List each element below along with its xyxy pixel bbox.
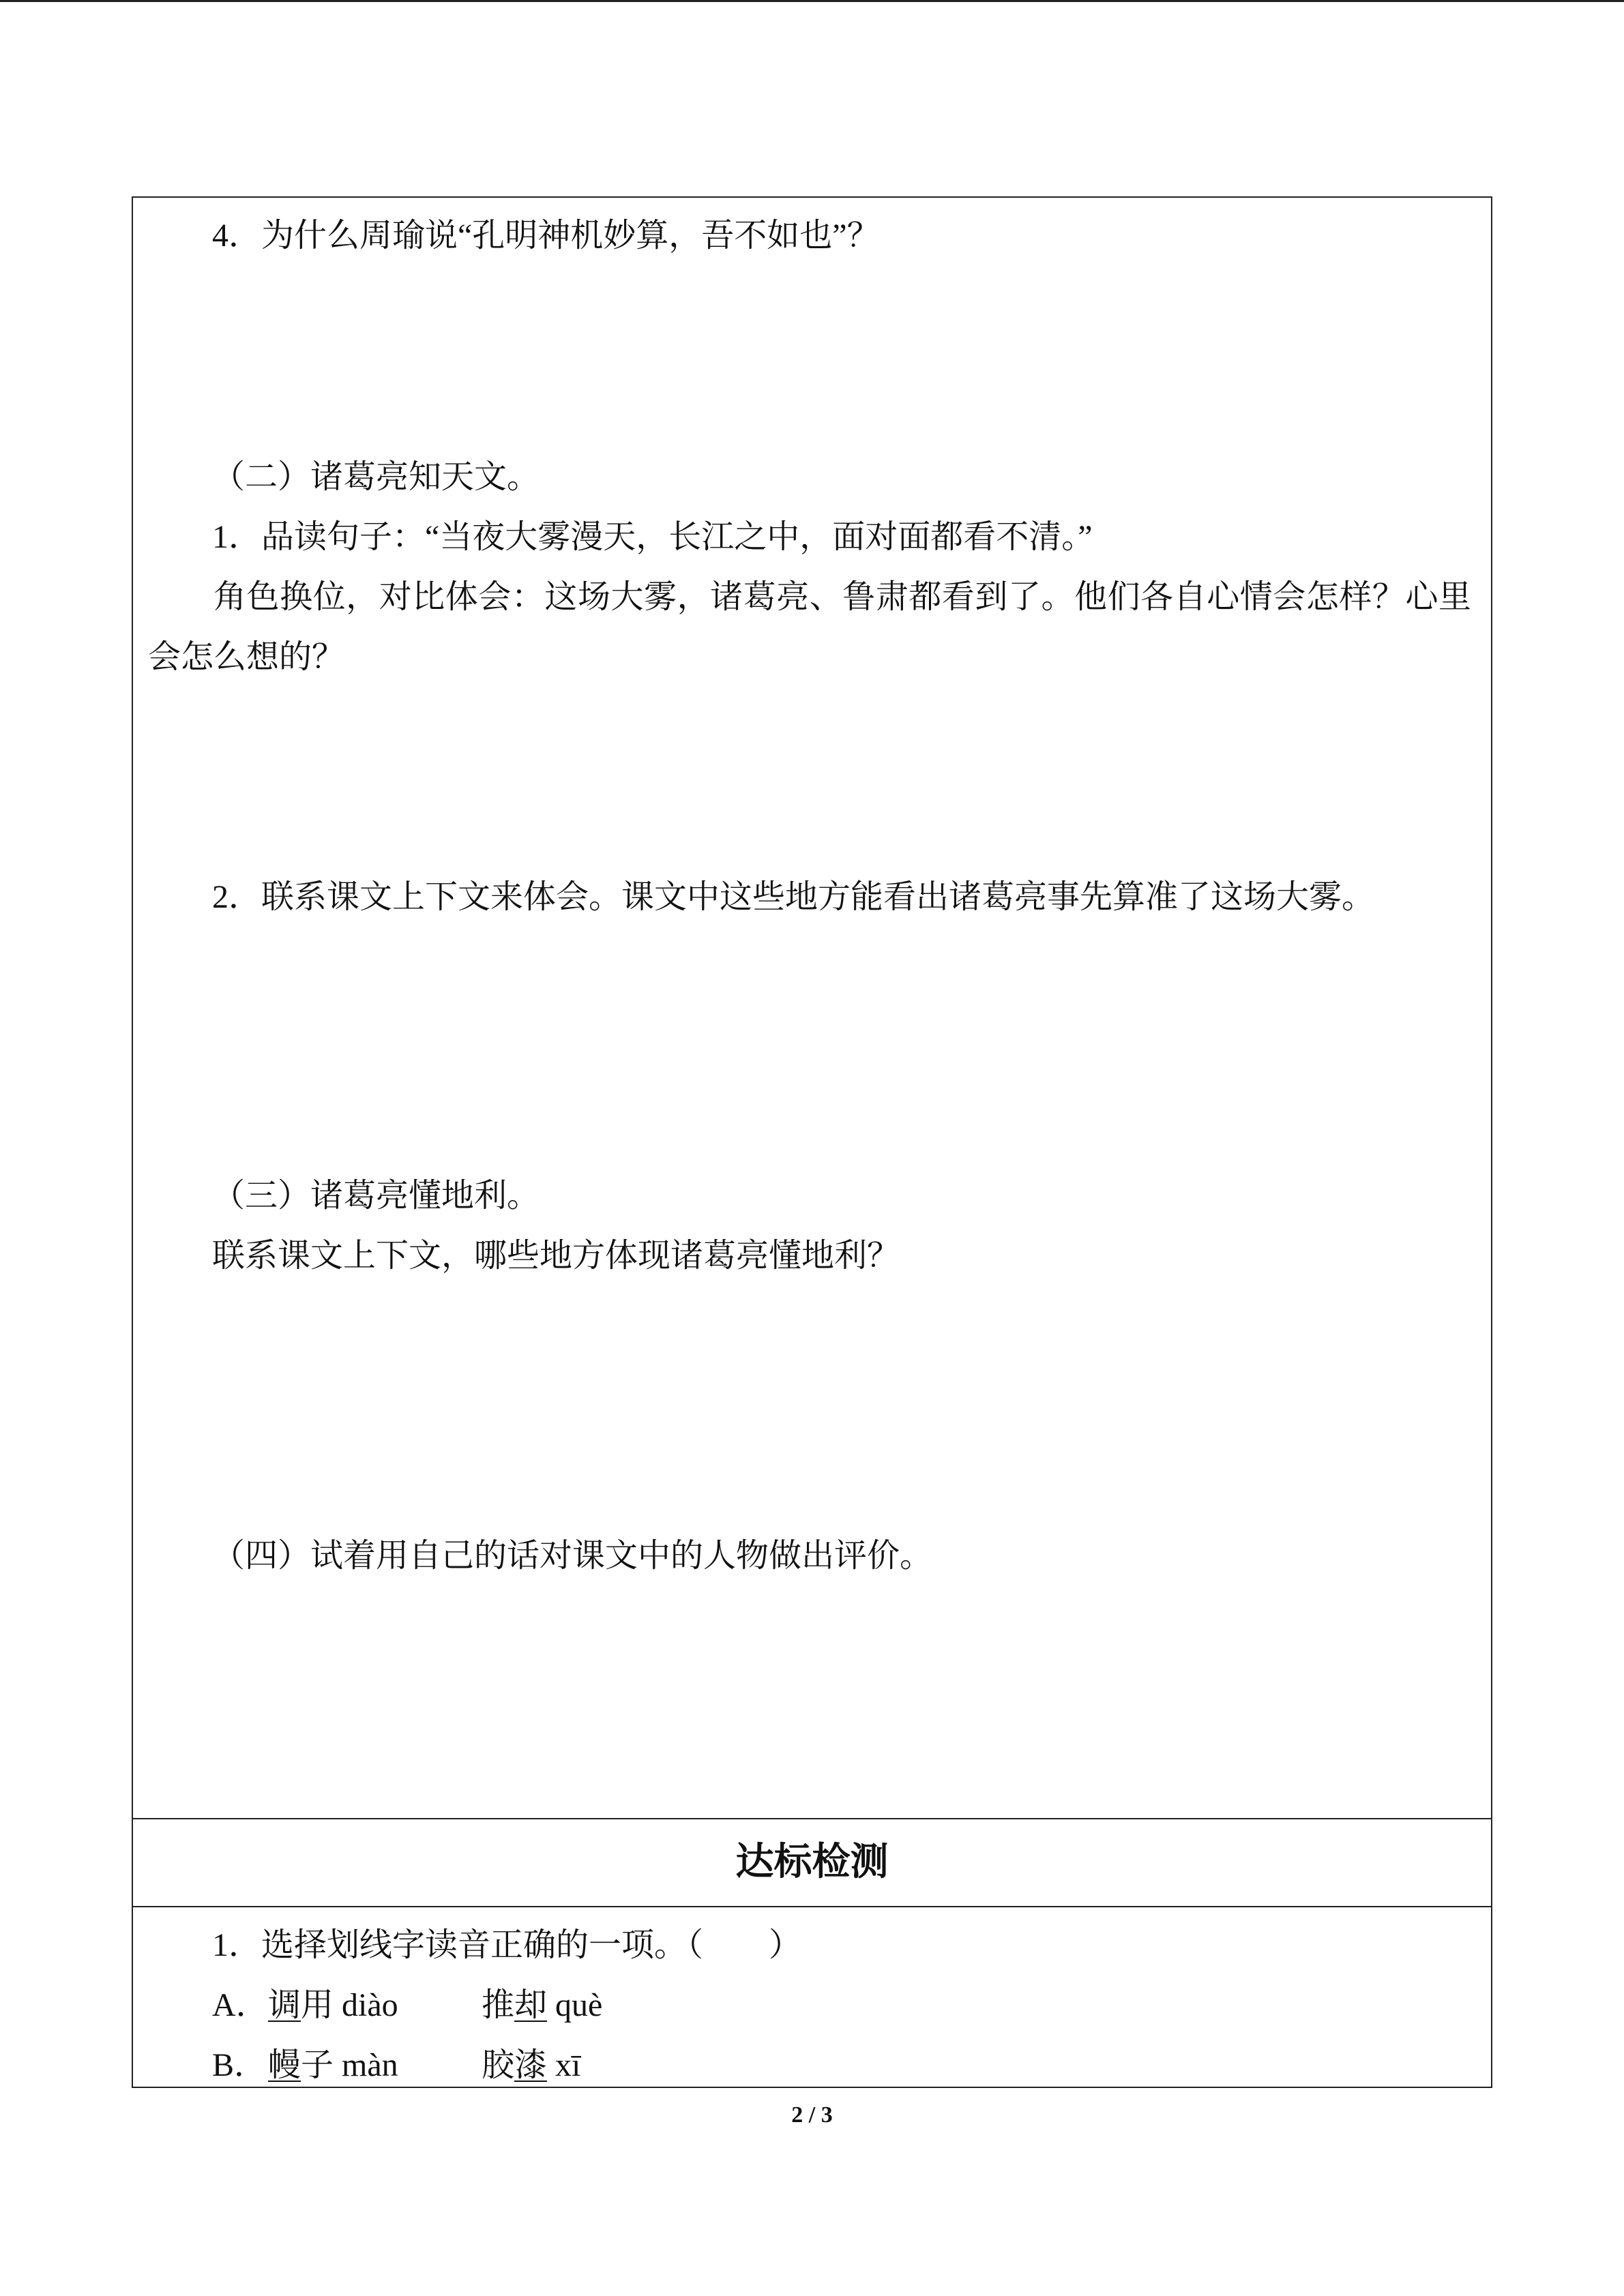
option-item [268, 1976, 482, 2036]
question-2-2: 2．联系课文上下文来体会。课文中这些地方能看出诸葛亮事先算准了这场大雾。 [212, 879, 1375, 915]
option-item-text: 用 diào [301, 1987, 398, 2023]
table-row-divider [132, 1906, 1492, 1907]
option-item-text: 胶 [482, 2047, 515, 2083]
underlined-character: 漆 [514, 2047, 548, 2083]
top-border-line [0, 0, 1624, 2]
question-4: 4．为什么周瑜说“孔明神机妙算，吾不如也”？ [212, 218, 880, 254]
option-item-text: xī [547, 2047, 581, 2083]
option-item [482, 2047, 580, 2083]
underlined-character: 却 [514, 1987, 548, 2023]
section-heading-3: （三）诸葛亮懂地利。 [212, 1178, 540, 1214]
option-item [482, 1987, 602, 2023]
page-number: 2 / 3 [791, 2102, 833, 2128]
option-item [268, 2036, 482, 2096]
test-section-title: 达标检测 [735, 1841, 889, 1883]
option-label: A． [212, 1987, 269, 2023]
section-heading-2: （二）诸葛亮知天文。 [212, 459, 540, 495]
underlined-character: 幔 [268, 2047, 301, 2083]
option-item-text: què [547, 1987, 603, 2023]
option-item-text: 子 màn [301, 2047, 398, 2083]
underlined-character: 调 [268, 1987, 301, 2023]
question-3-prompt: 联系课文上下文，哪些地方体现诸葛亮懂地利？ [212, 1238, 900, 1274]
question-2-1: 1．品读句子：“当夜大雾漫天，长江之中，面对面都看不清。” [212, 519, 1093, 555]
test-question-1: 1．选择划线字读音正确的一项。（ ） [212, 1927, 802, 1963]
question-2-1-prompt: 角色换位，对比体会：这场大雾，诸葛亮、鲁肃都看到了。他们各自心情会怎样？心里会怎么想的？ [148, 579, 1471, 675]
option-label: B． [212, 2047, 267, 2083]
option-item-text: 推 [482, 1987, 515, 2023]
section-heading-4: （四）试着用自己的话对课文中的人物做出评价。 [212, 1538, 933, 1574]
option-b [212, 2036, 580, 2096]
option-a [212, 1976, 602, 2036]
